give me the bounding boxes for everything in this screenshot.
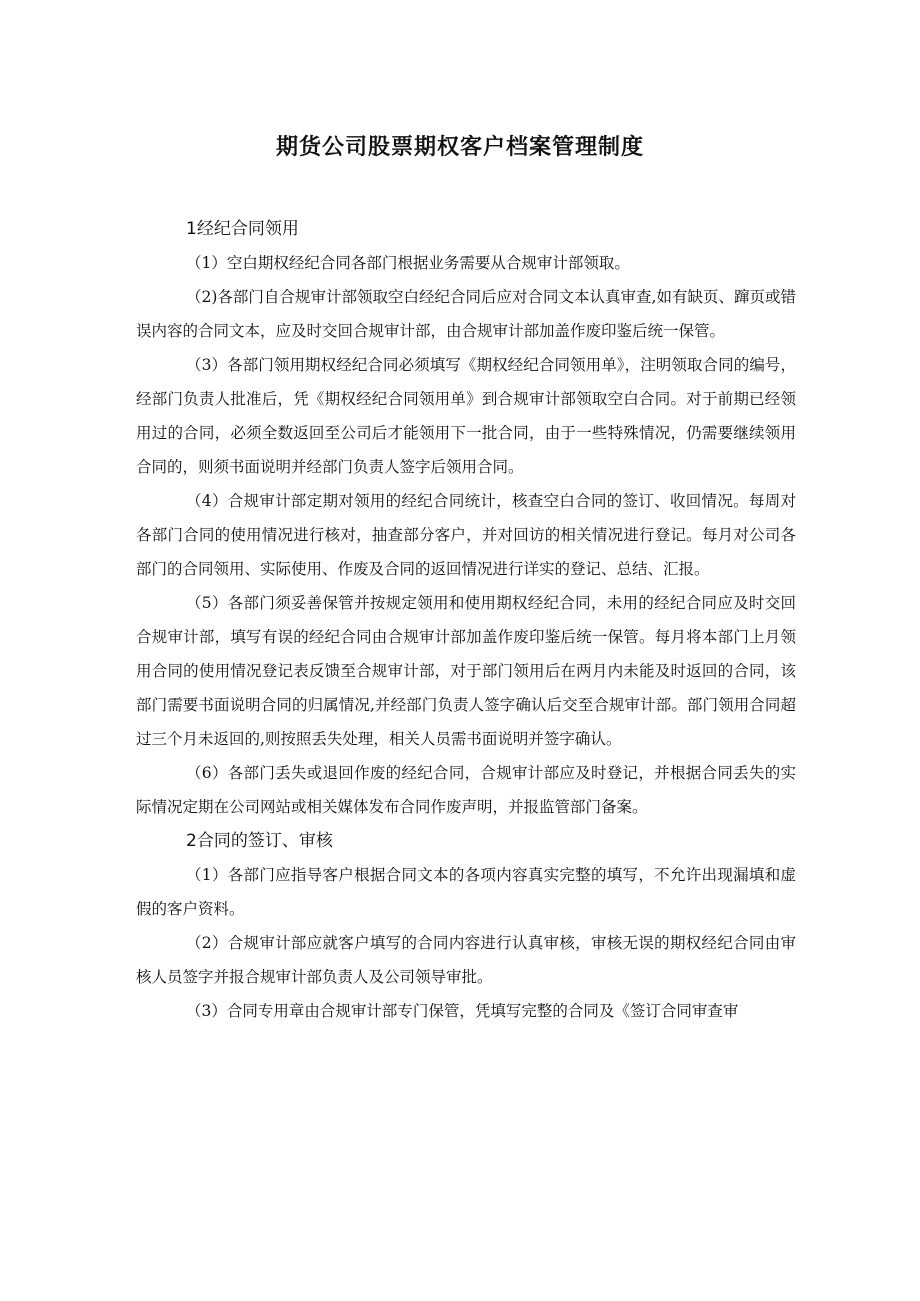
paragraph: （6）各部门丢失或退回作废的经纪合同，合规审计部应及时登记，并根据合同丢失的实际情况定期在公司网站或相关媒体发布合同作废声明，并报监管部门备案。 (136, 764, 796, 816)
section-heading: 2合同的签订、审核 (186, 831, 333, 851)
document-body (136, 212, 796, 1028)
paragraph: （5）各部门须妥善保管并按规定领用和使用期权经纪合同，未用的经纪合同应及时交回合规审计部，填写有误的经纪合同由合规审计部加盖作废印鉴后统一保管。每月将本部门上月领用合同的使用情况登记表反馈至合规审计部，对于部门领用后在两月内未能及时返回的合同，该部门需要书面说明合同的归属情况,并经部门负责人签字确认后交至合规审计部。部门领用合同超过三个月未返回的,则按照丢失处理，相关人员需书面说明并签字确认。 (136, 594, 796, 748)
section-heading: 1经纪合同领用 (186, 219, 299, 239)
paragraph: （1）空白期权经纪合同各部门根据业务需要从合规审计部领取。 (186, 254, 630, 272)
paragraph: （4）合规审计部定期对领用的经纪合同统计，核查空白合同的签订、收回情况。每周对各部门合同的使用情况进行核对，抽查部分客户，并对回访的相关情况进行登记。每月对公司各部门的合同领用、实际使用、作废及合同的返回情况进行详实的登记、总结、汇报。 (136, 492, 796, 578)
paragraph: （2)各部门自合规审计部领取空白经纪合同后应对合同文本认真审查,如有缺页、蹿页或错误内容的合同文本，应及时交回合规审计部，由合规审计部加盖作废印鉴后统一保管。 (136, 288, 796, 340)
paragraph: （2）合规审计部应就客户填写的合同内容进行认真审核，审核无误的期权经纪合同由审核人员签字并报合规审计部负责人及公司领导审批。 (136, 934, 796, 986)
paragraph: （1）各部门应指导客户根据合同文本的各项内容真实完整的填写，不允许出现漏填和虚假的客户资料。 (136, 866, 796, 918)
paragraph: （3）各部门领用期权经纪合同必须填写《期权经纪合同领用单》，注明领取合同的编号，经部门负责人批准后，凭《期权经纪合同领用单》到合规审计部领取空白合同。对于前期已经领用过的合同，必须全数返回至公司后才能领用下一批合同，由于一些特殊情况，仍需要继续领用合同的，则须书面说明并经部门负责人签字后领用合同。 (136, 356, 796, 476)
paragraph: （3）合同专用章由合规审计部专门保管，凭填写完整的合同及《签订合同审查审 (186, 1002, 739, 1020)
document-title: 期货公司股票期权客户档案管理制度 (275, 135, 644, 160)
